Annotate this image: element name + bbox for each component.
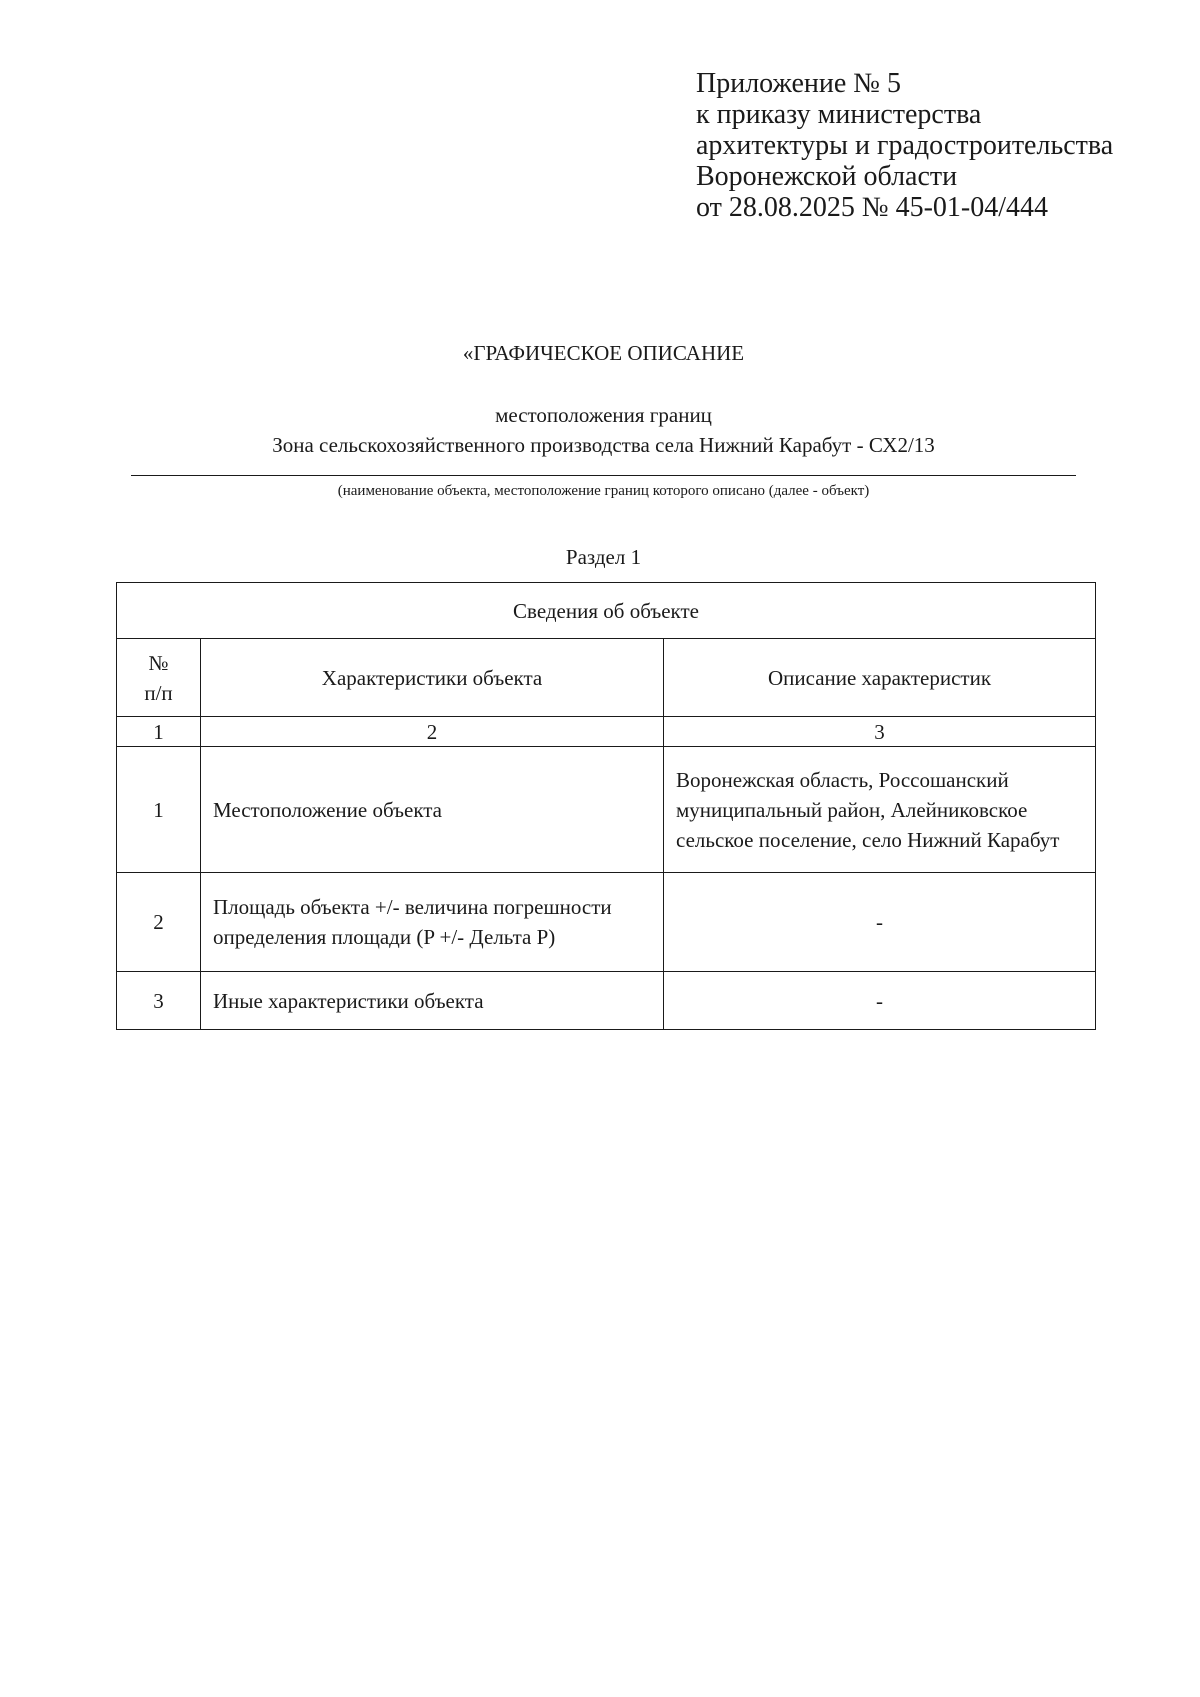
table-title-row [117, 583, 1096, 639]
row-characteristic: Площадь объекта +/- величина погрешности определения площади (P +/- Дельта P) [201, 873, 664, 972]
column-number: 2 [201, 717, 664, 747]
column-number: 1 [117, 717, 201, 747]
appendix-reference [696, 68, 1113, 223]
row-number: 1 [117, 747, 201, 873]
column-number: 3 [664, 717, 1096, 747]
row-description: - [664, 972, 1096, 1030]
row-description: - [664, 873, 1096, 972]
row-description: Воронежская область, Россошанский муниципальный район, Алейниковское сельское поселение, село Нижний Карабут [664, 747, 1096, 873]
header-number-line: п/п [144, 680, 173, 705]
header-number-line: № [148, 650, 169, 675]
table-row [117, 873, 1096, 972]
table-row [117, 747, 1096, 873]
header-description: Описание характеристик [664, 639, 1096, 717]
section-label: Раздел 1 [565, 545, 642, 569]
object-name: Зона сельскохозяйственного производства села Нижний Карабут - СХ2/13 [272, 433, 935, 457]
table-row [117, 972, 1096, 1030]
row-characteristic: Местоположение объекта [201, 747, 664, 873]
row-number: 2 [117, 873, 201, 972]
header-number [117, 639, 201, 717]
column-numbers-row [117, 717, 1096, 747]
row-number: 3 [117, 972, 201, 1030]
appendix-line: к приказу министерства [696, 99, 982, 130]
table-header-row [117, 639, 1096, 717]
appendix-line: Приложение № 5 [696, 68, 901, 99]
table-title: Сведения об объекте [117, 583, 1096, 639]
document-subtitle [131, 400, 1076, 460]
document-title: «ГРАФИЧЕСКОЕ ОПИСАНИЕ [462, 341, 745, 365]
row-characteristic: Иные характеристики объекта [201, 972, 664, 1030]
appendix-line: от 28.08.2025 № 45-01-04/444 [696, 192, 1049, 223]
underline-rule [131, 475, 1076, 476]
appendix-line: Воронежской области [696, 161, 958, 192]
subtitle-line: местоположения границ [495, 403, 712, 427]
object-info-table [116, 582, 1096, 1030]
appendix-line: архитектуры и градостроительства [696, 130, 1114, 161]
header-characteristics: Характеристики объекта [201, 639, 664, 717]
object-caption: (наименование объекта, местоположение границ которого описано (далее - объект) [337, 483, 870, 499]
